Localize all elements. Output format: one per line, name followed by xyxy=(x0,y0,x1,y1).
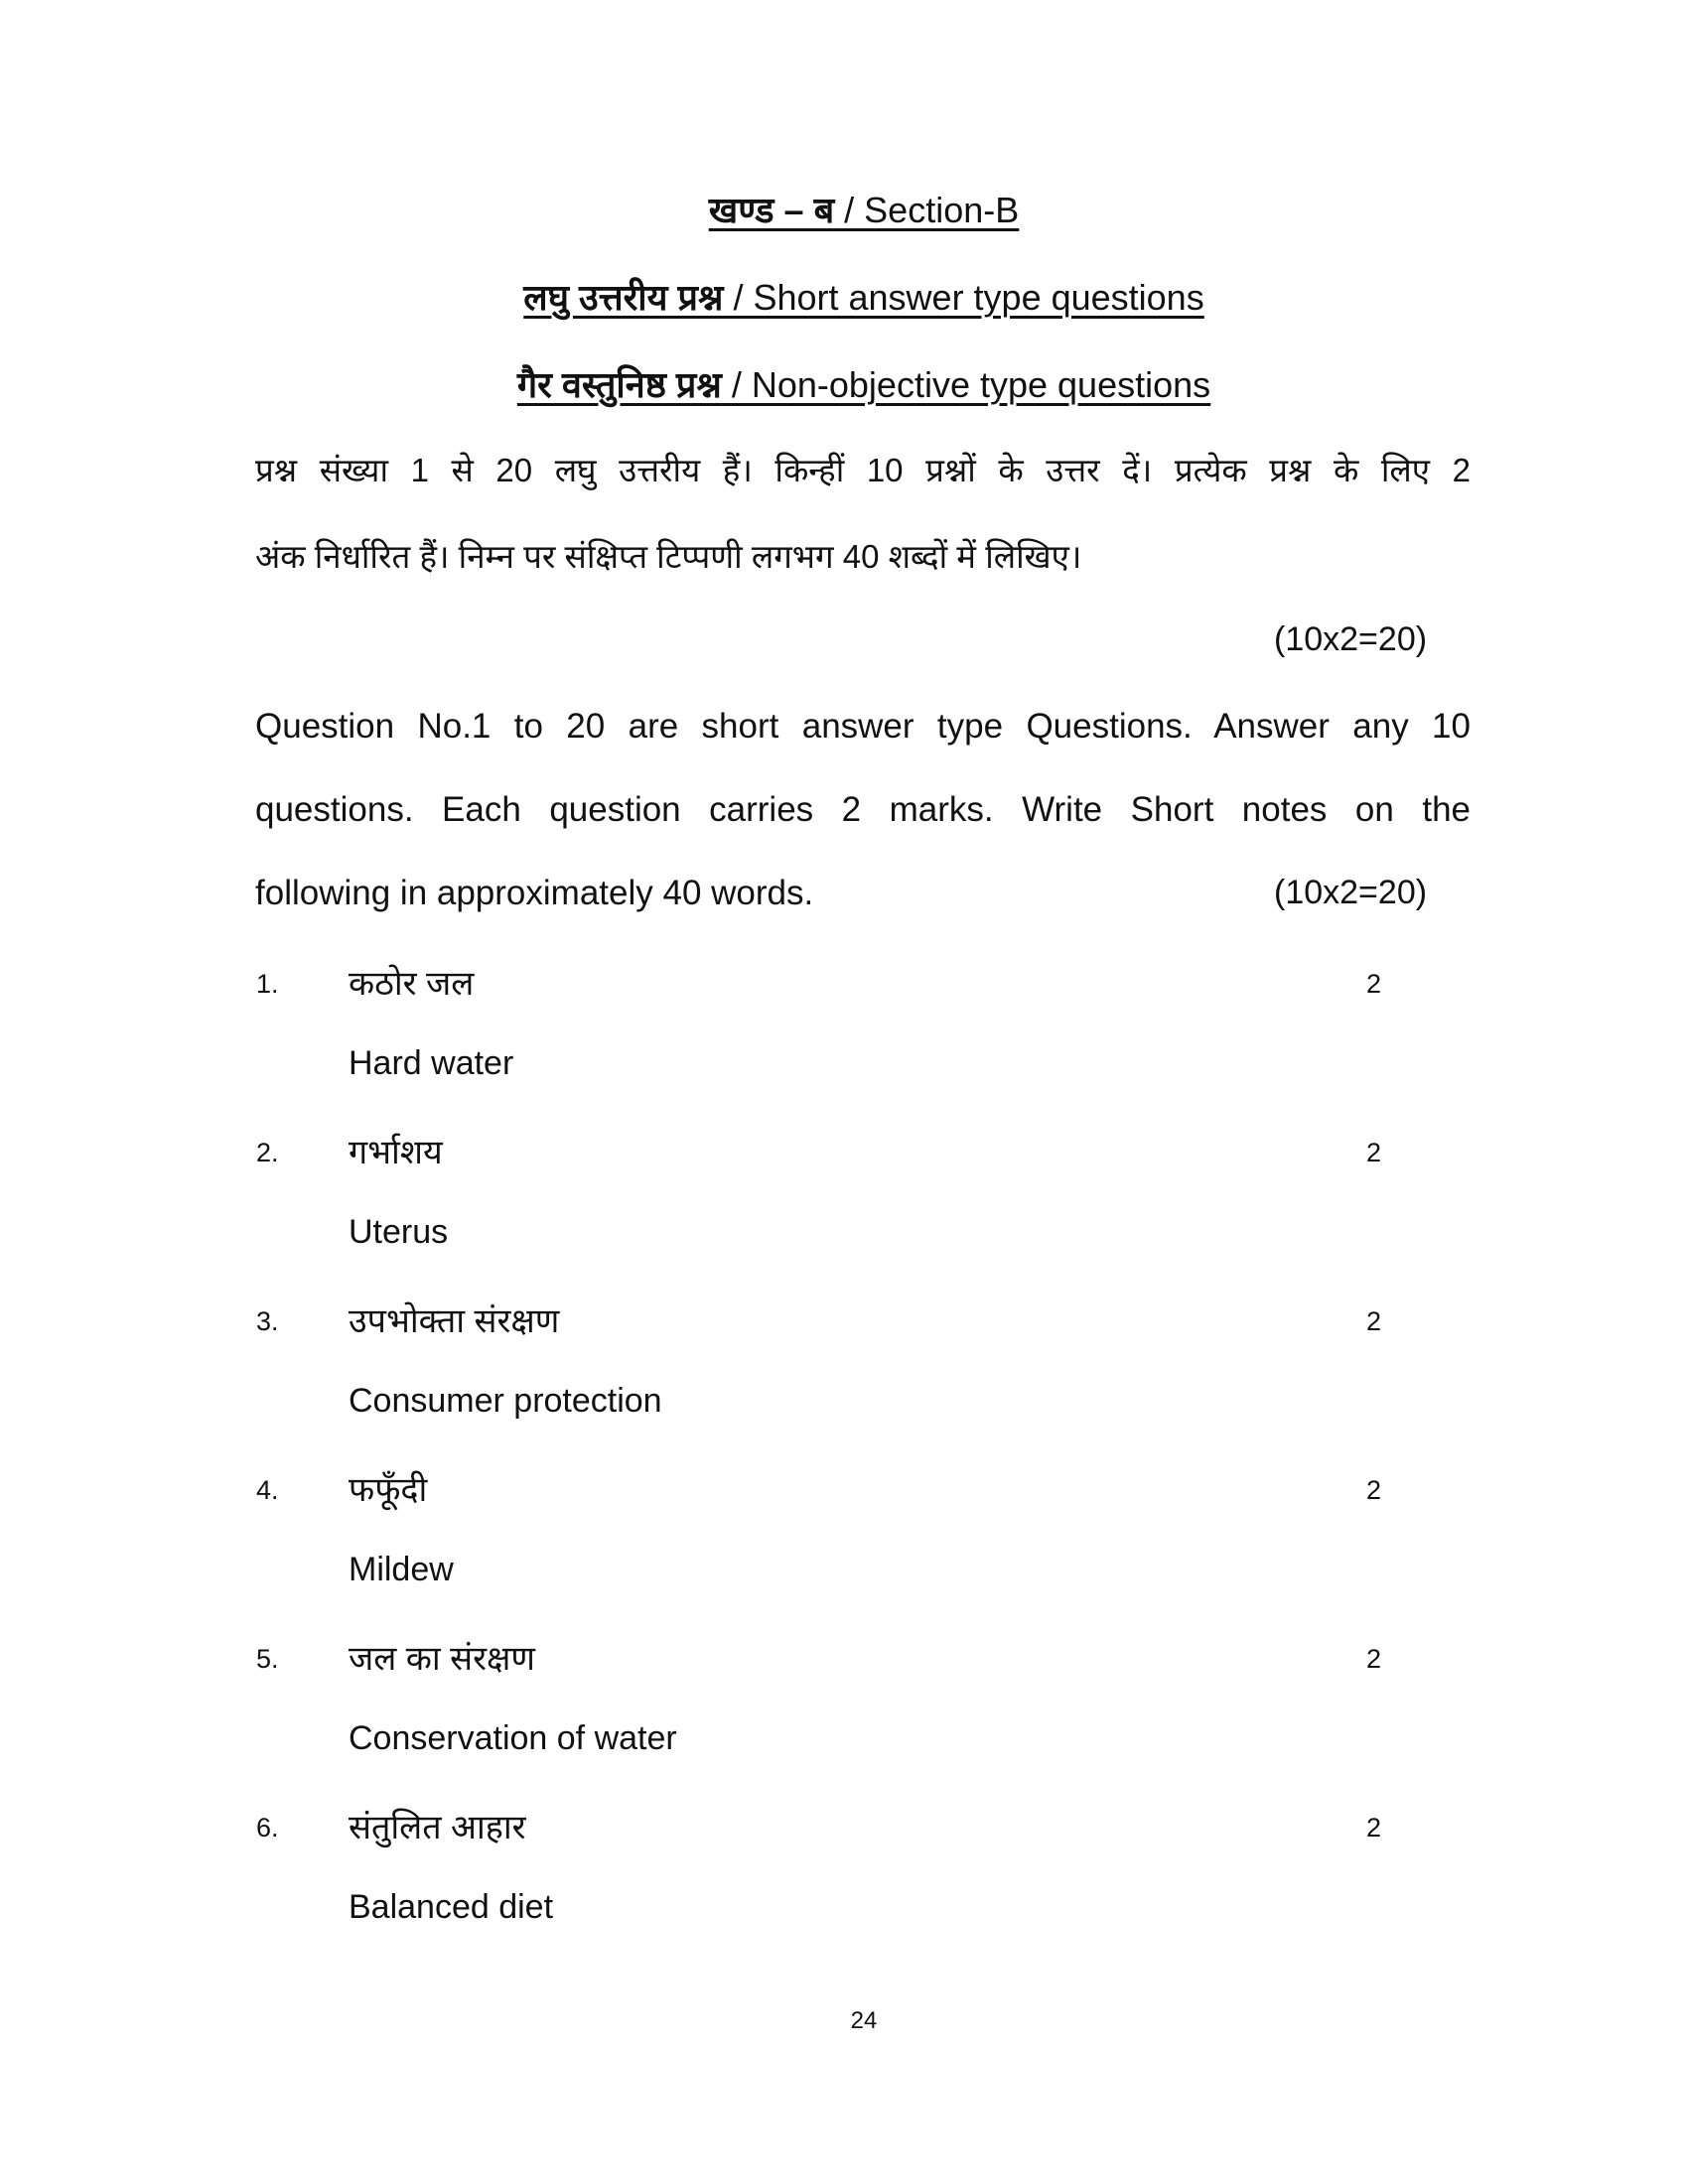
question-hindi: कठोर जल xyxy=(349,965,475,1003)
question-number: 2. xyxy=(256,1138,279,1167)
separator: / xyxy=(834,190,865,230)
question-number: 6. xyxy=(256,1813,279,1843)
section-heading xyxy=(0,185,1688,233)
section-hindi: खण्ड – ब xyxy=(708,190,835,230)
section-english: Section-B xyxy=(864,190,1020,230)
question-hindi: फफूँदी xyxy=(349,1471,428,1509)
hindi-instruction-line-1: प्रश्न संख्या 1 से 20 लघु उत्तरीय हैं। किन्हीं 10 प्रश्नों के उत्तर दें। प्रत्येक प्रश्न के लिए 2 xyxy=(255,452,1471,488)
hindi-marks-total: (10x2=20) xyxy=(1274,620,1428,658)
english-instruction-line-3: following in approximately 40 words. xyxy=(255,874,814,912)
short-answer-heading xyxy=(0,272,1688,321)
question-hindi: उपभोक्ता संरक्षण xyxy=(349,1302,560,1340)
non-objective-heading xyxy=(0,359,1688,408)
question-marks: 2 xyxy=(1366,969,1382,999)
question-hindi: संतुलित आहार xyxy=(349,1809,526,1846)
question-english: Hard water xyxy=(349,1044,514,1082)
question-english: Mildew xyxy=(349,1551,454,1588)
question-marks: 2 xyxy=(1366,1813,1382,1843)
nonobj-hindi: गैर वस्तुनिष्ठ प्रश्न xyxy=(516,364,722,405)
english-marks-total: (10x2=20) xyxy=(1274,874,1428,911)
question-number: 3. xyxy=(256,1306,279,1336)
question-hindi: जल का संरक्षण xyxy=(349,1640,535,1678)
hindi-instruction-line-2: अंक निर्धारित हैं। निम्न पर संक्षिप्त टिप्पणी लगभग 40 शब्दों में लिखिए। xyxy=(255,538,1082,575)
english-instruction-line-1: Question No.1 to 20 are short answer type Questions. Answer any 10 xyxy=(255,707,1471,746)
question-marks: 2 xyxy=(1366,1644,1382,1674)
question-hindi: गर्भाशय xyxy=(349,1134,443,1171)
separator: / xyxy=(723,277,754,318)
page-number: 24 xyxy=(850,2007,878,2034)
question-number: 5. xyxy=(256,1644,279,1674)
short-hindi: लघु उत्तरीय प्रश्न xyxy=(523,277,724,318)
question-english: Balanced diet xyxy=(349,1888,554,1926)
question-marks: 2 xyxy=(1366,1306,1382,1336)
question-marks: 2 xyxy=(1366,1475,1382,1505)
separator: / xyxy=(721,364,752,405)
short-english: Short answer type questions xyxy=(753,277,1204,318)
english-instruction-line-2: questions. Each question carries 2 marks. Write Short notes on the xyxy=(255,790,1471,829)
question-english: Consumer protection xyxy=(349,1382,662,1420)
question-marks: 2 xyxy=(1366,1138,1382,1167)
question-number: 1. xyxy=(256,969,279,999)
nonobj-english: Non-objective type questions xyxy=(751,364,1211,405)
question-english: Uterus xyxy=(349,1213,449,1251)
question-english: Conservation of water xyxy=(349,1719,677,1757)
question-number: 4. xyxy=(256,1475,279,1505)
